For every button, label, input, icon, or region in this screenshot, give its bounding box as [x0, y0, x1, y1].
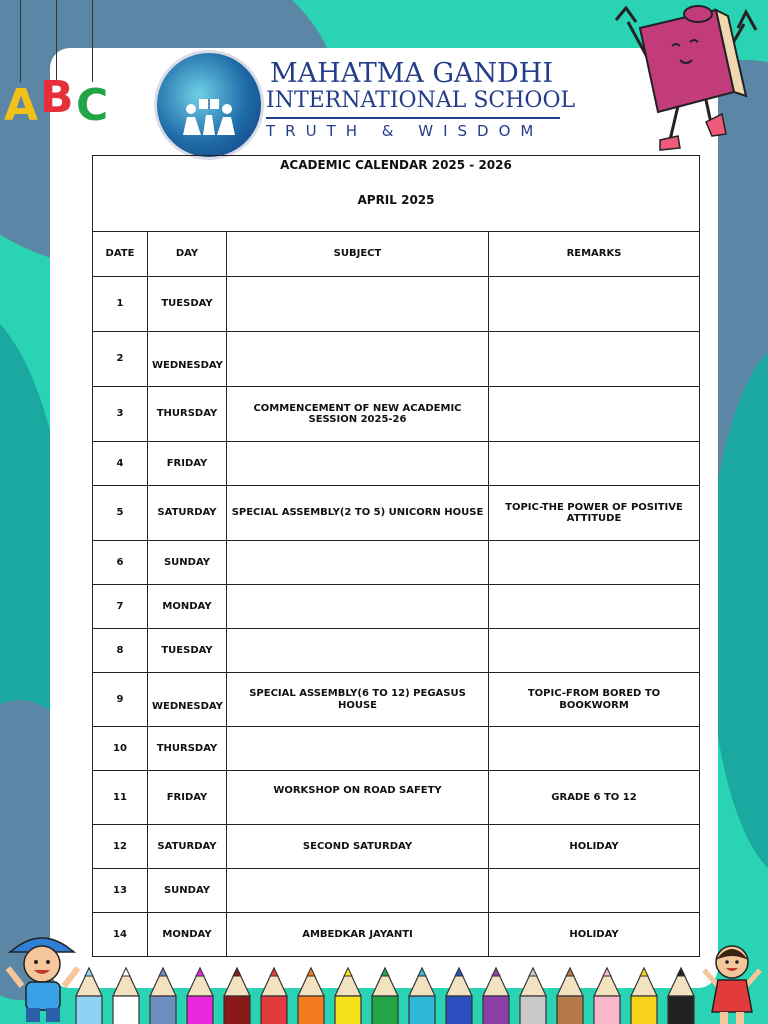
subject-cell: [227, 585, 489, 629]
date-cell: 4: [93, 442, 148, 486]
letter-c: C: [76, 80, 109, 131]
subject-cell: WORKSHOP ON ROAD SAFETY: [227, 771, 489, 825]
table-row: [93, 629, 700, 673]
day-cell: FRIDAY: [148, 442, 227, 486]
subject-cell: COMMENCEMENT OF NEW ACADEMIC SESSION 2025-26: [227, 387, 489, 442]
table-row: [93, 825, 700, 869]
subject-cell: [227, 727, 489, 771]
pencil-icon: [555, 966, 585, 1024]
day-cell: TUESDAY: [148, 629, 227, 673]
date-cell: 3: [93, 387, 148, 442]
pencil-icon: [296, 966, 326, 1024]
school-name-line1: MAHATMA GANDHI: [270, 58, 553, 89]
calendar-title-cell: [93, 156, 700, 232]
letter-b: B: [40, 72, 74, 123]
day-cell: SUNDAY: [148, 541, 227, 585]
table-row: [93, 486, 700, 541]
table-row: [93, 913, 700, 957]
remarks-cell: [489, 442, 700, 486]
pencil-icon: [444, 966, 474, 1024]
remarks-cell: [489, 541, 700, 585]
logo-divider: [266, 117, 560, 119]
date-cell: 14: [93, 913, 148, 957]
table-header-row: [93, 232, 700, 277]
date-cell: 13: [93, 869, 148, 913]
day-cell: SATURDAY: [148, 825, 227, 869]
kid-girl-icon: [698, 940, 768, 1024]
remarks-cell: HOLIDAY: [489, 825, 700, 869]
date-cell: 8: [93, 629, 148, 673]
school-name-line2: INTERNATIONAL SCHOOL: [266, 88, 576, 113]
date-cell: 5: [93, 486, 148, 541]
column-header-subject: SUBJECT: [227, 232, 489, 277]
kid-with-cap-icon: [0, 928, 90, 1024]
table-row: [93, 869, 700, 913]
subject-cell: [227, 629, 489, 673]
table-row: [93, 277, 700, 332]
school-motto: TRUTH & WISDOM: [266, 122, 544, 140]
subject-cell: [227, 869, 489, 913]
date-cell: 1: [93, 277, 148, 332]
table-row: [93, 585, 700, 629]
letter-a: A: [4, 80, 39, 131]
date-cell: 9: [93, 673, 148, 727]
day-cell: SATURDAY: [148, 486, 227, 541]
subject-cell: SPECIAL ASSEMBLY(6 TO 12) PEGASUS HOUSE: [227, 673, 489, 727]
pencil-icon: [111, 966, 141, 1024]
book-character-icon: [606, 0, 766, 155]
subject-cell: AMBEDKAR JAYANTI: [227, 913, 489, 957]
table-row: [93, 673, 700, 727]
subject-cell: [227, 277, 489, 332]
pencil-icon: [259, 966, 289, 1024]
calendar-title: ACADEMIC CALENDAR 2025 - 2026: [280, 158, 512, 172]
academic-calendar-table: [92, 155, 700, 957]
subject-cell: [227, 442, 489, 486]
subject-cell: [227, 541, 489, 585]
remarks-cell: GRADE 6 TO 12: [489, 771, 700, 825]
date-cell: 6: [93, 541, 148, 585]
subject-cell: SECOND SATURDAY: [227, 825, 489, 869]
date-cell: 12: [93, 825, 148, 869]
pencil-icon: [629, 966, 659, 1024]
remarks-cell: [489, 332, 700, 387]
table-row: [93, 387, 700, 442]
remarks-cell: [489, 869, 700, 913]
pencil-icon: [481, 966, 511, 1024]
pencil-icon: [370, 966, 400, 1024]
remarks-cell: TOPIC-THE POWER OF POSITIVE ATTITUDE: [489, 486, 700, 541]
table-row: [93, 442, 700, 486]
pencil-row-decoration: [74, 966, 704, 1024]
column-header-date: DATE: [93, 232, 148, 277]
day-cell: TUESDAY: [148, 277, 227, 332]
remarks-cell: TOPIC-FROM BORED TO BOOKWORM: [489, 673, 700, 727]
day-cell: THURSDAY: [148, 387, 227, 442]
reading-figures-icon: [179, 97, 239, 137]
calendar-month: APRIL 2025: [357, 193, 435, 207]
remarks-cell: [489, 277, 700, 332]
pencil-icon: [407, 966, 437, 1024]
pencil-icon: [222, 966, 252, 1024]
date-cell: 11: [93, 771, 148, 825]
school-logo-icon: [154, 50, 264, 160]
column-header-day: DAY: [148, 232, 227, 277]
remarks-cell: [489, 727, 700, 771]
column-header-remarks: REMARKS: [489, 232, 700, 277]
abc-decoration: [2, 72, 122, 138]
date-cell: 10: [93, 727, 148, 771]
day-cell: WEDNESDAY: [148, 673, 227, 727]
subject-cell: [227, 332, 489, 387]
table-row: [93, 541, 700, 585]
pencil-icon: [518, 966, 548, 1024]
day-cell: MONDAY: [148, 585, 227, 629]
day-cell: FRIDAY: [148, 771, 227, 825]
pencil-icon: [185, 966, 215, 1024]
remarks-cell: [489, 387, 700, 442]
remarks-cell: [489, 629, 700, 673]
day-cell: SUNDAY: [148, 869, 227, 913]
day-cell: MONDAY: [148, 913, 227, 957]
pencil-icon: [666, 966, 696, 1024]
pencil-icon: [592, 966, 622, 1024]
pencil-icon: [333, 966, 363, 1024]
table-row: [93, 332, 700, 387]
day-cell: THURSDAY: [148, 727, 227, 771]
remarks-cell: HOLIDAY: [489, 913, 700, 957]
date-cell: 2: [93, 332, 148, 387]
subject-cell: SPECIAL ASSEMBLY(2 TO 5) UNICORN HOUSE: [227, 486, 489, 541]
date-cell: 7: [93, 585, 148, 629]
table-row: [93, 727, 700, 771]
remarks-cell: [489, 585, 700, 629]
day-cell: WEDNESDAY: [148, 332, 227, 387]
table-row: [93, 771, 700, 825]
pencil-icon: [148, 966, 178, 1024]
